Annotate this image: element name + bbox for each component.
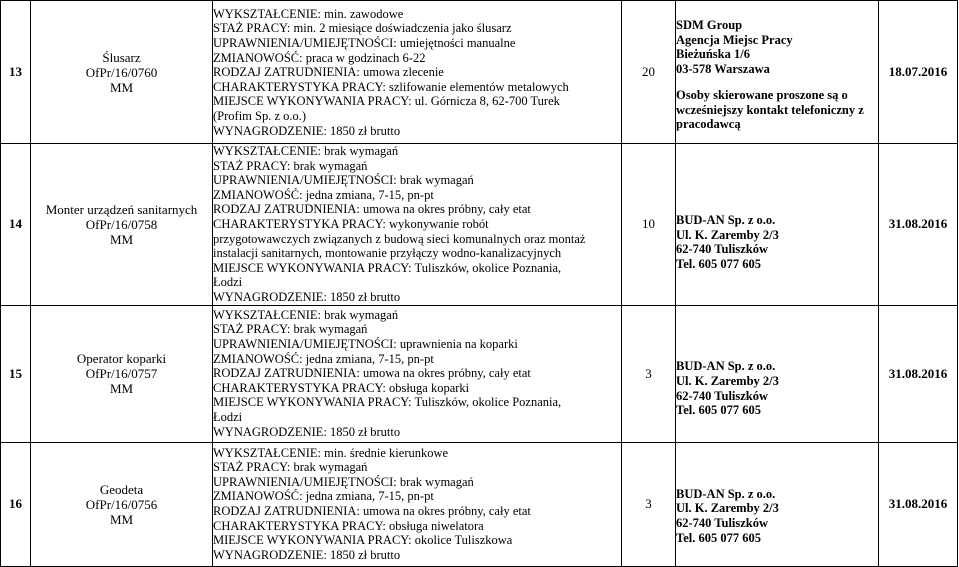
employer-line: 62-740 Tuliszków	[676, 516, 769, 531]
requirements-cell	[213, 144, 622, 306]
detail-line: ZMIANOWOŚĆ: jedna zmiana, 7-15, pn-pt	[213, 187, 434, 202]
detail-line: UPRAWNIENIA/UMIEJĘTNOŚCI: brak wymagań	[213, 474, 474, 489]
employer-cell	[676, 144, 879, 306]
advisor-initials: MM	[109, 511, 134, 527]
vacancy-count: 3	[622, 442, 676, 566]
employer-line: Bieżuńska 1/6	[676, 47, 750, 62]
detail-line: Łodzi	[213, 275, 243, 290]
offer-number: 13	[1, 1, 31, 144]
detail-line: WYNAGRODZENIE: 1850 zł brutto	[213, 123, 401, 138]
detail-line: MIEJSCE WYKONYWANIA PRACY: Tuliszków, okolice Poznania,	[213, 395, 562, 410]
offer-date: 18.07.2016	[879, 1, 958, 144]
offer-date: 31.08.2016	[879, 442, 958, 566]
table-row	[1, 1, 958, 144]
detail-line: WYKSZTAŁCENIE: brak wymagań	[213, 307, 399, 322]
detail-line: ZMIANOWOŚĆ: praca w godzinach 6-22	[213, 50, 426, 65]
detail-line: STAŻ PRACY: brak wymagań	[213, 322, 368, 337]
detail-line: CHARAKTERYSTYKA PRACY: obsługa niwelatora	[213, 518, 484, 533]
employer-cell	[676, 1, 879, 144]
employer-line: 62-740 Tuliszków	[676, 388, 769, 403]
employer-line: 62-740 Tuliszków	[676, 242, 769, 257]
offer-date: 31.08.2016	[879, 305, 958, 442]
detail-line: CHARAKTERYSTYKA PRACY: wykonywanie robót	[213, 216, 489, 231]
employer-note: wcześniejszy kontakt telefoniczny z	[676, 102, 864, 117]
offer-code: OfPr/16/0760	[85, 64, 158, 80]
detail-line: przygotowawczych związanych z budową sieci komunalnych oraz montaż	[213, 231, 586, 246]
detail-line: Łodzi	[213, 410, 243, 425]
employer-name: SDM Group	[676, 17, 743, 32]
vacancy-count: 20	[622, 1, 676, 144]
requirements-cell	[213, 1, 622, 144]
detail-line: RODZAJ ZATRUDNIENIA: umowa zlecenie	[213, 65, 444, 80]
detail-line: RODZAJ ZATRUDNIENIA: umowa na okres próbny, cały etat	[213, 202, 531, 217]
detail-line: ZMIANOWOŚĆ: jedna zmiana, 7-15, pn-pt	[213, 351, 434, 366]
employer-name: BUD-AN Sp. z o.o.	[676, 213, 776, 228]
employer-phone: Tel. 605 077 605	[676, 256, 761, 271]
employer-line: Ul. K. Zaremby 2/3	[676, 227, 779, 242]
detail-line: MIEJSCE WYKONYWANIA PRACY: okolice Tuliszkowa	[213, 533, 513, 548]
offer-code: OfPr/16/0756	[85, 496, 158, 512]
advisor-initials: MM	[109, 231, 134, 247]
position-title: Ślusarz	[102, 49, 141, 65]
employer-cell	[676, 305, 879, 442]
offer-code: OfPr/16/0758	[85, 216, 158, 232]
detail-line: STAŻ PRACY: brak wymagań	[213, 158, 368, 173]
detail-line: CHARAKTERYSTYKA PRACY: szlifowanie elementów metalowych	[213, 79, 569, 94]
advisor-initials: MM	[109, 79, 134, 95]
detail-line: UPRAWNIENIA/UMIEJĘTNOŚCI: brak wymagań	[213, 173, 474, 188]
employer-line: Ul. K. Zaremby 2/3	[676, 373, 779, 388]
employer-line: Agencja Miejsc Pracy	[676, 32, 793, 47]
requirements-cell	[213, 442, 622, 566]
position-title: Operator koparki	[76, 351, 167, 367]
detail-line: MIEJSCE WYKONYWANIA PRACY: Tuliszków, okolice Poznania,	[213, 260, 562, 275]
position-cell	[31, 305, 213, 442]
detail-line: MIEJSCE WYKONYWANIA PRACY: ul. Górnicza 8, 62-700 Turek	[213, 94, 560, 109]
position-cell	[31, 1, 213, 144]
detail-line: STAŻ PRACY: brak wymagań	[213, 460, 368, 475]
advisor-initials: MM	[109, 381, 134, 397]
position-cell	[31, 144, 213, 306]
detail-line: RODZAJ ZATRUDNIENIA: umowa na okres próbny, cały etat	[213, 366, 531, 381]
detail-line: WYKSZTAŁCENIE: brak wymagań	[213, 144, 399, 158]
vacancy-count: 10	[622, 144, 676, 306]
offer-number: 16	[1, 442, 31, 566]
position-title: Geodeta	[99, 481, 144, 497]
detail-line: WYKSZTAŁCENIE: min. zawodowe	[213, 6, 404, 21]
employer-phone: Tel. 605 077 605	[676, 403, 761, 418]
detail-line: STAŻ PRACY: min. 2 miesiące doświadczenia jako ślusarz	[213, 21, 512, 36]
detail-line: WYNAGRODZENIE: 1850 zł brutto	[213, 289, 401, 304]
offer-code: OfPr/16/0757	[85, 366, 158, 382]
offer-date: 31.08.2016	[879, 144, 958, 306]
detail-line: RODZAJ ZATRUDNIENIA: umowa na okres próbny, cały etat	[213, 504, 531, 519]
employer-cell	[676, 442, 879, 566]
offer-number: 14	[1, 144, 31, 306]
offer-number: 15	[1, 305, 31, 442]
table-row	[1, 305, 958, 442]
detail-line: UPRAWNIENIA/UMIEJĘTNOŚCI: umiejętności manualne	[213, 36, 516, 51]
position-title: Monter urządzeń sanitarnych	[45, 201, 198, 217]
detail-line: instalacji sanitarnych, montowanie przyłączy wodno-kanalizacyjnych	[213, 246, 562, 261]
detail-line: WYNAGRODZENIE: 1850 zł brutto	[213, 547, 401, 562]
vacancy-count: 3	[622, 305, 676, 442]
table-row	[1, 144, 958, 306]
detail-line: CHARAKTERYSTYKA PRACY: obsługa koparki	[213, 380, 470, 395]
employer-line: 03-578 Warszawa	[676, 61, 770, 76]
requirements-cell	[213, 305, 622, 442]
employer-note: Osoby skierowane proszone są o	[676, 88, 848, 103]
employer-line: Ul. K. Zaremby 2/3	[676, 501, 779, 516]
detail-line: WYKSZTAŁCENIE: min. średnie kierunkowe	[213, 445, 449, 460]
employer-note: pracodawcą	[676, 117, 741, 132]
table-row	[1, 442, 958, 566]
position-cell	[31, 442, 213, 566]
detail-line: (Profim Sp. z o.o.)	[213, 108, 307, 123]
detail-line: UPRAWNIENIA/UMIEJĘTNOŚCI: uprawnienia na koparki	[213, 337, 518, 352]
employer-name: BUD-AN Sp. z o.o.	[676, 359, 776, 374]
employer-phone: Tel. 605 077 605	[676, 530, 761, 545]
employer-name: BUD-AN Sp. z o.o.	[676, 486, 776, 501]
detail-line: WYNAGRODZENIE: 1850 zł brutto	[213, 424, 401, 439]
detail-line: ZMIANOWOŚĆ: jedna zmiana, 7-15, pn-pt	[213, 489, 434, 504]
